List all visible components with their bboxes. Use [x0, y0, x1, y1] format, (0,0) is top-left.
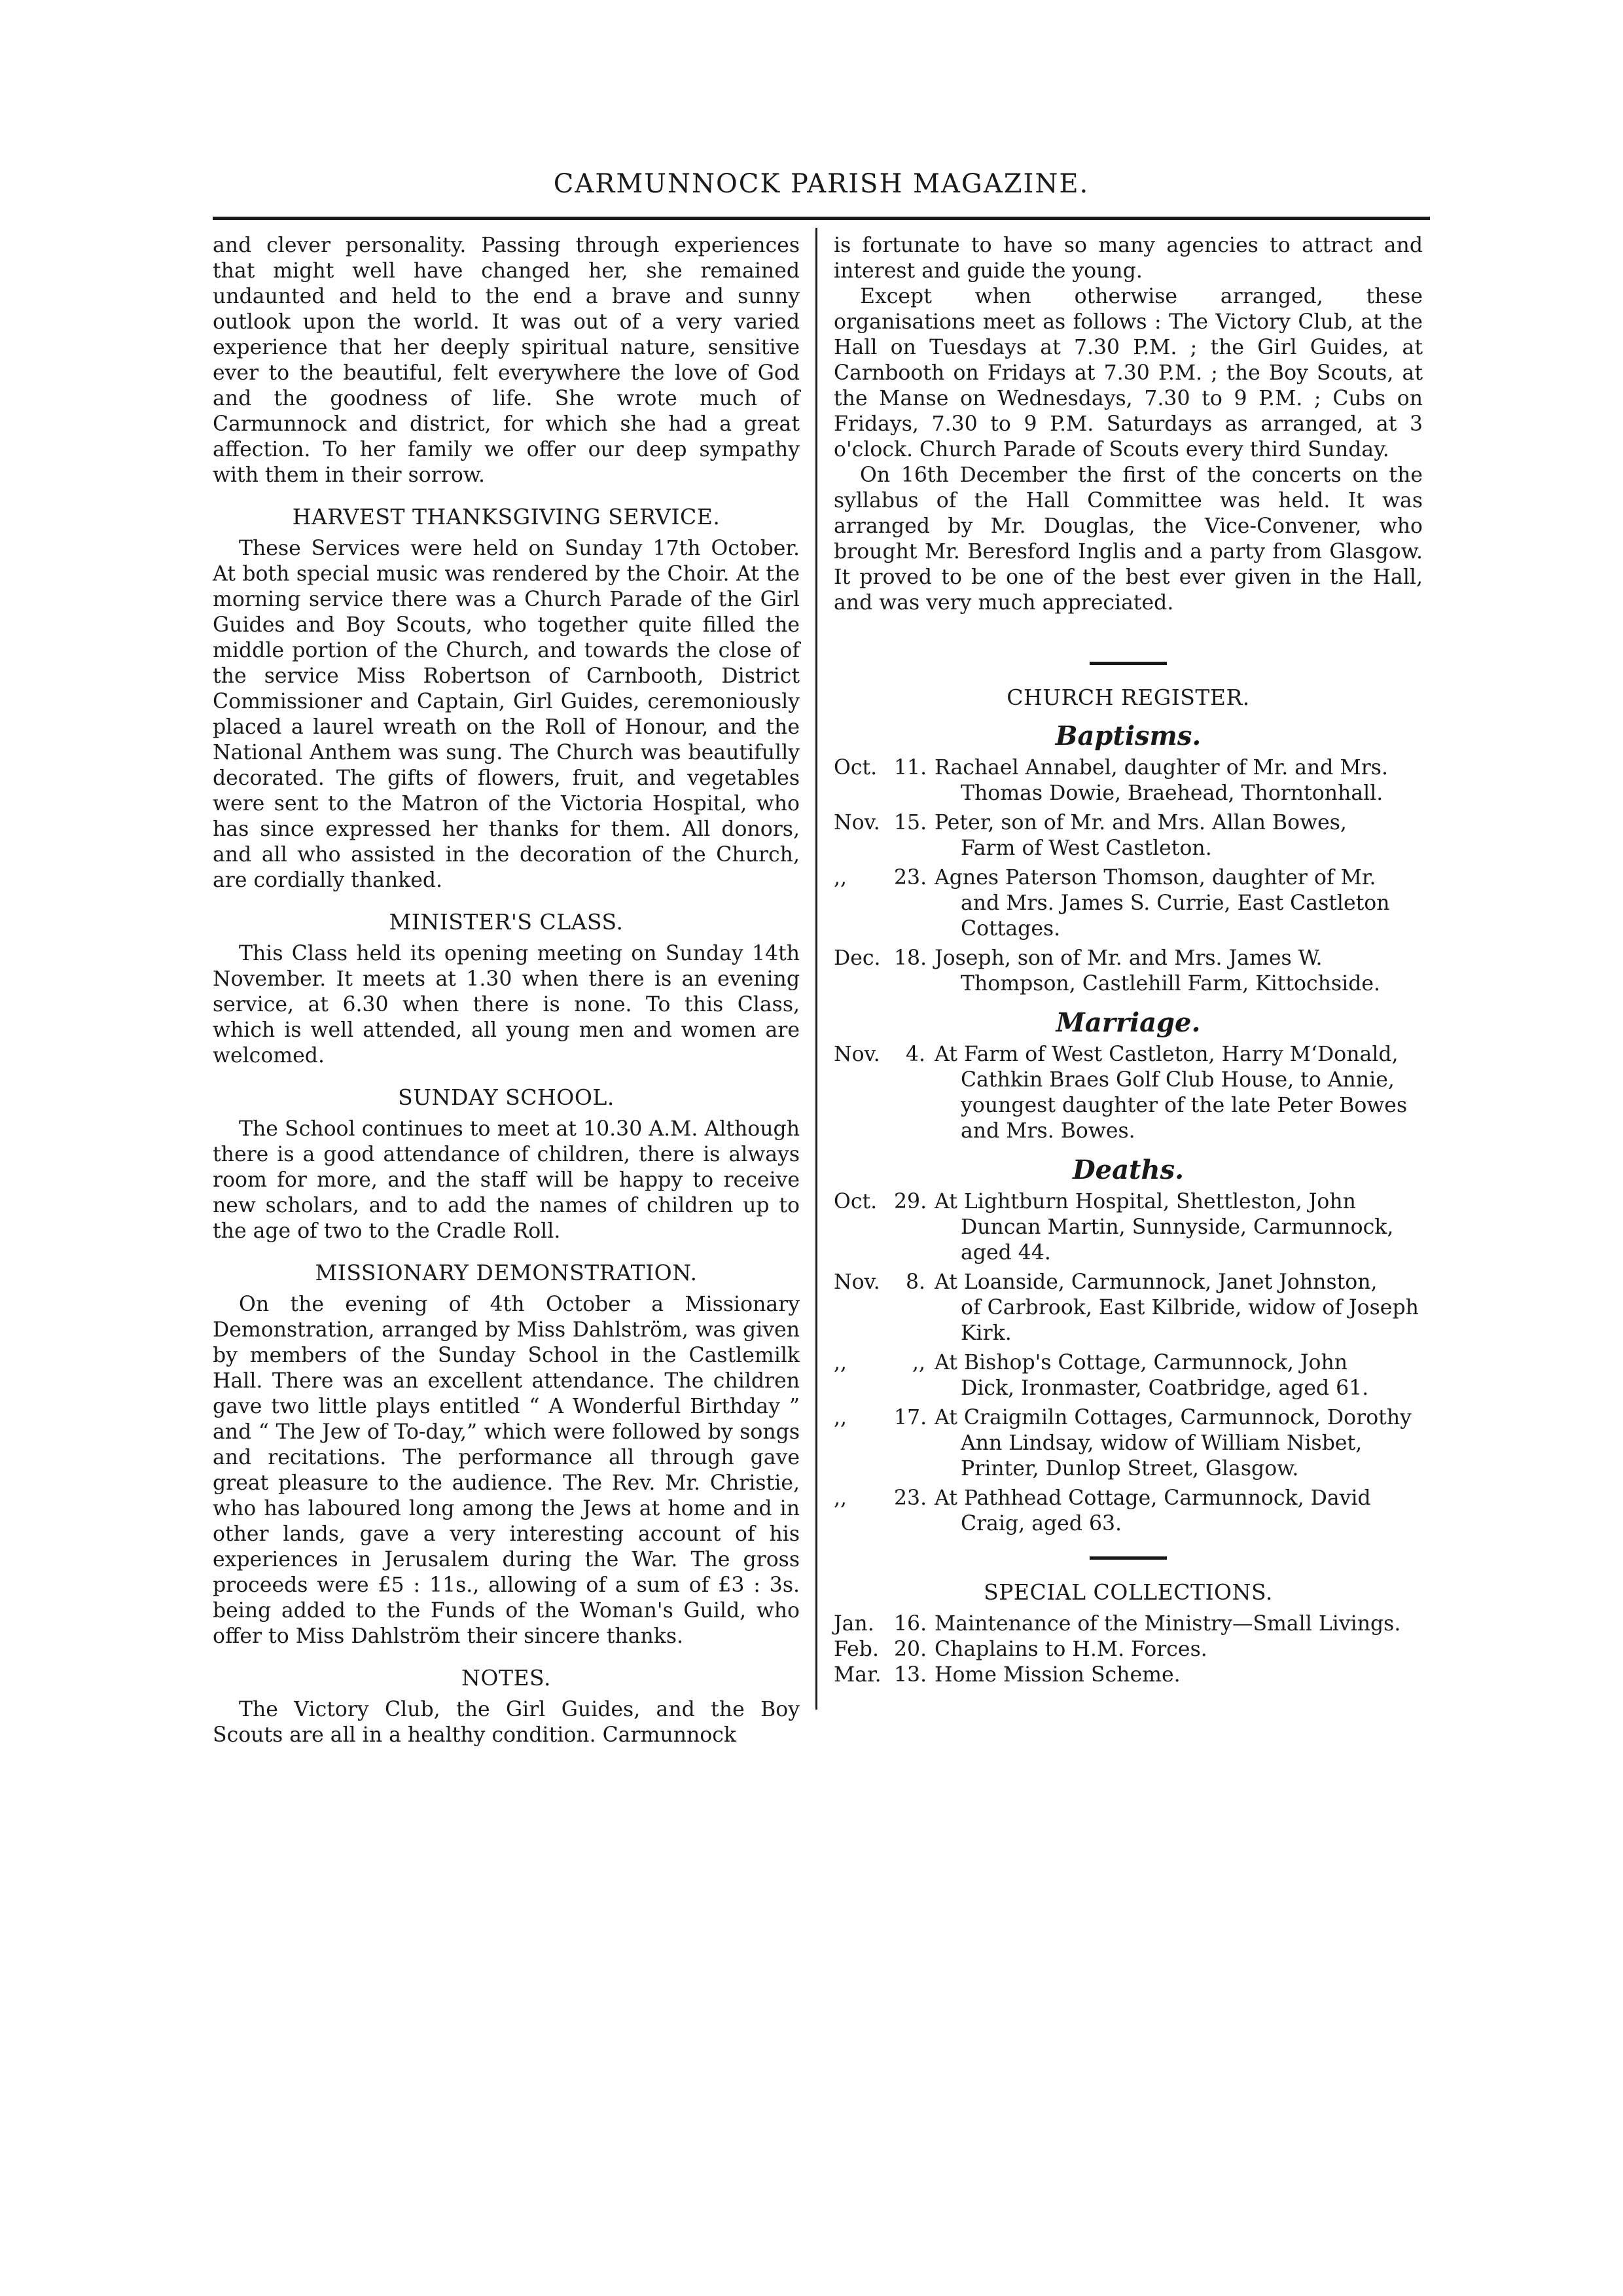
column-divider [815, 228, 817, 1710]
entry-day: 20. [894, 1638, 927, 1661]
entry-month: Oct. [834, 1190, 878, 1213]
sunday-school-body: The School continues to meet at 10.30 A.M. Although there is a good attendance of children, there is always room for more, and the staff will be happy to receive new scholars, and to add the names of children up to the age of two to the Cradle Roll. [213, 1117, 800, 1243]
marriage-heading: Marriage. [1056, 1007, 1201, 1038]
baptisms-heading: Baptisms. [1055, 721, 1202, 751]
entry-month: Nov. [834, 811, 880, 834]
notes-heading: NOTES. [461, 1665, 551, 1691]
entry-text: Peter, son of Mr. and Mrs. Allan Bowes, Farm of West Castleton. [935, 811, 1347, 860]
entry-day: 23. [894, 866, 927, 889]
entry-month: Mar. [834, 1663, 882, 1687]
entry-text: Rachael Annabel, daughter of Mr. and Mrs. Thomas Dowie, Braehead, Thorntonhall. [935, 756, 1388, 805]
entry-month: Nov. [834, 1043, 880, 1066]
entry-text: At Farm of West Castleton, Harry M‘Donald, Cathkin Braes Golf Club House, to Annie, youngest daughter of the late Peter Bowes and Mrs. Bowes. [935, 1043, 1408, 1143]
entry-text: At Pathhead Cottage, Carmunnock, David Craig, aged 63. [935, 1486, 1371, 1535]
entry-text: Agnes Paterson Thomson, daughter of Mr. and Mrs. James S. Currie, East Castleton Cottages. [935, 866, 1390, 941]
collection-entry [834, 1637, 1423, 1662]
death-entry [834, 1405, 1423, 1482]
entry-month: ,, [834, 1406, 847, 1429]
entry-text: Home Mission Scheme. [935, 1663, 1181, 1687]
missionary-heading: MISSIONARY DEMONSTRATION. [315, 1260, 698, 1285]
marriage-list [834, 1042, 1423, 1144]
section-rule [1090, 662, 1167, 665]
sunday-school-heading: SUNDAY SCHOOL. [398, 1085, 615, 1110]
marriage-entry [834, 1042, 1423, 1144]
entry-month: ,, [834, 1486, 847, 1510]
baptism-entry [834, 946, 1423, 997]
entry-month: Feb. [834, 1638, 879, 1661]
entry-day: 13. [894, 1663, 927, 1687]
entry-day: 17. [894, 1406, 927, 1429]
entry-text: At Loanside, Carmunnock, Janet Johnston, of Carbrook, East Kilbride, widow of Joseph Kirk. [935, 1270, 1419, 1345]
section-rule [1090, 1556, 1167, 1560]
entry-text: Chaplains to H.M. Forces. [935, 1638, 1207, 1661]
masthead-title: CARMUNNOCK PARISH MAGAZINE. [553, 169, 1090, 199]
entry-text: At Craigmiln Cottages, Carmunnock, Dorothy Ann Lindsay, widow of William Nisbet, Printer, Dunlop Street, Glasgow. [935, 1406, 1412, 1480]
notes-continuation: is fortunate to have so many agencies to attract and interest and guide the young. [834, 234, 1423, 283]
baptism-entry [834, 865, 1423, 942]
entry-day: 18. [894, 946, 927, 970]
left-column [213, 233, 800, 1748]
entry-day: 11. [894, 756, 927, 780]
death-entry [834, 1350, 1423, 1401]
entry-day: 16. [894, 1612, 927, 1636]
collection-entry [834, 1662, 1423, 1688]
special-collections-heading: SPECIAL COLLECTIONS. [984, 1579, 1273, 1605]
entry-text: Maintenance of the Ministry—Small Livings. [935, 1612, 1401, 1636]
entry-day: 29. [894, 1190, 927, 1213]
entry-day: 23. [894, 1486, 927, 1510]
entry-text: At Lightburn Hospital, Shettleston, John Duncan Martin, Sunnyside, Carmunnock, aged 44. [935, 1190, 1394, 1265]
deaths-list [834, 1189, 1423, 1537]
notes-meetings: Except when otherwise arranged, these organisations meet as follows : The Victory Club, at the Hall on Tuesdays at 7.30 P.M. ; the Girl Guides, at Carnbooth on Fridays at 7.30 P.M. ; the Boy Scouts, at the Manse on Wednesdays, 7.30 to 9 P.M. ; Cubs on Fridays, 7.30 to 9 P.M. Saturdays as arranged, at 3 o'clock. Church Parade of Scouts every third Sunday. [834, 285, 1423, 461]
ministers-class-heading: MINISTER'S CLASS. [389, 909, 624, 935]
entry-text: At Bishop's Cottage, Carmunnock, John Dick, Ironmaster, Coatbridge, aged 61. [935, 1351, 1369, 1400]
entry-day: 8. [905, 1270, 925, 1294]
death-entry [834, 1189, 1423, 1266]
entry-month: Oct. [834, 756, 878, 780]
entry-month: Nov. [834, 1270, 880, 1294]
entry-month: ,, [834, 1351, 847, 1374]
baptisms-list [834, 755, 1423, 997]
collection-entry [834, 1611, 1423, 1637]
masthead-rule [213, 217, 1430, 220]
death-entry [834, 1486, 1423, 1537]
deaths-heading: Deaths. [1072, 1155, 1185, 1185]
entry-text: Joseph, son of Mr. and Mrs. James W. Thompson, Castlehill Farm, Kittochside. [935, 946, 1381, 996]
notes-body: The Victory Club, the Girl Guides, and the Boy Scouts are all in a healthy condition. Carmunnock [213, 1698, 800, 1747]
notes-concert: On 16th December the first of the concerts on the syllabus of the Hall Committee was held. It was arranged by Mr. Douglas, the Vice-Convener, who brought Mr. Beresford Inglis and a party from Glasgow. It proved to be one of the best ever given in the Hall, and was very much appreciated. [834, 463, 1423, 615]
collections-list [834, 1611, 1423, 1688]
harvest-heading: HARVEST THANKSGIVING SERVICE. [292, 504, 721, 529]
missionary-body: On the evening of 4th October a Missionary Demonstration, arranged by Miss Dahlström, was given by members of the Sunday School in the Castlemilk Hall. There was an excellent attendance. The children gave two little plays entitled “ A Wonderful Birthday ” and “ The Jew of To-day,” which were followed by songs and recitations. The performance all through gave great pleasure to the audience. The Rev. Mr. Christie, who has laboured long among the Jews at home and in other lands, gave a very interesting account of his experiences in Jerusalem during the War. The gross proceeds were £5 : 11s., allowing of a sum of £3 : 3s. being added to the Funds of the Woman's Guild, who offer to Miss Dahlström their sincere thanks. [213, 1293, 800, 1648]
right-column [834, 233, 1423, 1688]
baptism-entry [834, 755, 1423, 806]
entry-day: ,, [912, 1351, 925, 1374]
entry-month: Jan. [834, 1612, 874, 1636]
ministers-class-body: This Class held its opening meeting on Sunday 14th November. It meets at 1.30 when there is an evening service, at 6.30 when there is none. To this Class, which is well attended, all young men and women are welcomed. [213, 942, 800, 1067]
baptism-entry [834, 810, 1423, 861]
entry-day: 4. [905, 1043, 925, 1066]
entry-month: Dec. [834, 946, 881, 970]
entry-day: 15. [894, 811, 927, 834]
church-register-heading: CHURCH REGISTER. [1007, 685, 1250, 710]
entry-month: ,, [834, 866, 847, 889]
harvest-body: These Services were held on Sunday 17th October. At both special music was rendered by the Choir. At the morning service there was a Church Parade of the Girl Guides and Boy Scouts, who together quite filled the middle portion of the Church, and towards the close of the service Miss Robertson of Carnbooth, District Commissioner and Captain, Girl Guides, ceremoniously placed a laurel wreath on the Roll of Honour, and the National Anthem was sung. The Church was beautifully decorated. The gifts of flowers, fruit, and vegetables were sent to the Matron of the Victoria Hospital, who has since expressed her thanks for them. All donors, and all who assisted in the decoration of the Church, are cordially thanked. [213, 537, 800, 892]
obituary-continuation: and clever personality. Passing through experiences that might well have changed her, she remained undaunted and held to the end a brave and sunny outlook upon the world. It was out of a very varied experience that her deeply spiritual nature, sensitive ever to the beautiful, felt everywhere the love of God and the goodness of life. She wrote much of Carmunnock and district, for which she had a great affection. To her family we offer our deep sympathy with them in their sorrow. [213, 234, 800, 487]
death-entry [834, 1270, 1423, 1346]
